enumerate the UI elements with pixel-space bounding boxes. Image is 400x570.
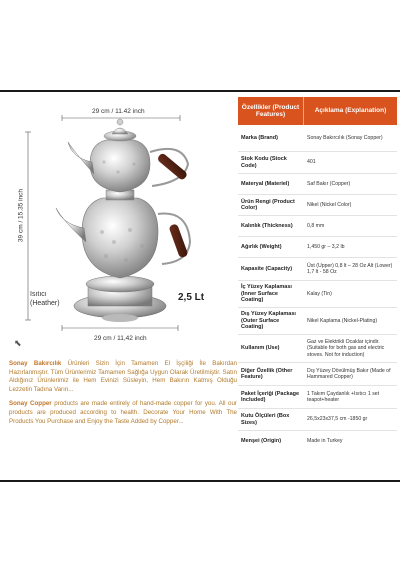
row-value: 26,5x23x37,5 cm -1850 gr: [307, 416, 368, 423]
table-row: [238, 237, 397, 258]
row-key: Kutu Ölçüleri (Box Sizes): [241, 413, 290, 426]
row-key: Kullanım (Use): [241, 345, 280, 352]
height-dimension: 39 cm / 15.35 inch: [17, 188, 25, 243]
row-key: Ağırlık (Weight): [241, 243, 282, 250]
heater-label-tr: Isıtıcı: [30, 291, 47, 298]
product-card: [0, 90, 400, 482]
spec-table: [238, 97, 397, 451]
row-key: Stok Kodu (Stock Code): [241, 156, 287, 169]
row-key: Kalınlık (Thickness): [241, 222, 293, 229]
row-key: Diğer Özellik (Other Feature): [241, 367, 293, 380]
table-row: [238, 308, 397, 335]
row-key: İç Yüzey Kaplaması (Inner Surface Coating): [241, 284, 292, 304]
product-description: [9, 360, 237, 432]
row-key: Dış Yüzey Kaplaması (Outer Surface Coating): [241, 311, 296, 331]
row-value: Gaz ve Elektrikli Ocaklar içindir. (Suitable for both gas and electric stoves. Not for induction): [307, 339, 385, 358]
heater-label: [30, 290, 60, 308]
width-dimension-bottom: 29 cm / 11,42 inch: [94, 335, 147, 342]
table-row: [238, 386, 397, 409]
teapot-image: [2, 92, 238, 354]
spec-table-header: [238, 97, 397, 125]
description-en-text: products are made entirely of hand-made copper for you. All our products are produced according to health. Decorate Your Home With The Products You Purchase and Enjoy the Taste Added by Copper...: [9, 400, 237, 425]
header-features: Özellikler (Product Features): [238, 97, 304, 125]
header-explanation: Açıklama (Explanation): [314, 107, 387, 115]
row-value: 401: [307, 159, 316, 166]
row-value: Nikel (Nickel Color): [307, 201, 352, 208]
row-value: 1,450 gr – 3,2 lb: [307, 243, 345, 250]
description-en: [9, 400, 237, 426]
row-value: 0,8 mm: [307, 222, 325, 229]
table-row: [238, 195, 397, 216]
description-tr-text: Ürünleri Sizin İçin Tamamen El İşçiliği İle Bakırdan Hazırlanmıştır. Tüm Ürünlerimiz Tamamen Sağlığa Uygun Olarak Üretilmiştir. Satın Aldığınız Ürünlerimiz ile Hem Evinizi Süsleyin, Hem Bakırın Katmış Olduğu Lezzetin Tadına Varın...: [9, 360, 237, 393]
table-row: [238, 174, 397, 195]
table-row: [238, 216, 397, 237]
product-illustration: [2, 92, 238, 354]
row-key: Paket İçeriği (Package Included): [241, 390, 300, 403]
description-tr: [9, 360, 237, 394]
row-value: Saf Bakır (Copper): [307, 180, 351, 187]
table-row: [238, 431, 397, 451]
table-row: [238, 409, 397, 431]
table-row: [238, 281, 397, 308]
table-row: [238, 335, 397, 363]
row-key: Kapasite (Capacity): [241, 265, 293, 272]
heater-label-en: (Heather): [30, 300, 60, 307]
row-key: Materyal (Materiel): [241, 180, 290, 187]
capacity-label: 2,5 Lt: [178, 292, 205, 303]
row-value: Kalay (Tin): [307, 290, 332, 297]
row-value: Dış Yüzey Dövülmüş Bakır (Made of Hammared Copper): [307, 367, 391, 380]
table-row: [238, 152, 397, 174]
brand-name-en: Sonay Copper: [9, 400, 52, 408]
row-value: Sonay Bakırcılık (Sonay Copper): [307, 134, 383, 141]
width-dimension-top: 29 cm / 11.42 inch: [92, 108, 145, 115]
row-value: Made in Turkey: [307, 437, 343, 444]
table-row: [238, 258, 397, 281]
table-row: [238, 125, 397, 152]
row-value: 1 Takım Çaydanlık +Isıtıcı 1 set teapot+heater: [307, 390, 380, 403]
row-value: Nikel Kaplama (Nickel-Plating): [307, 317, 378, 324]
row-key: Marka (Brand): [241, 134, 278, 141]
table-row: [238, 363, 397, 386]
row-key: Menşei (Origin): [241, 437, 282, 444]
row-key: Ürün Rengi (Product Color): [241, 198, 295, 211]
row-value: Üst (Upper) 0,8 lt – 28 Oz Alt (Lower) 1,7 lt - 58 Oz: [307, 262, 393, 275]
brand-name-tr: Sonay Bakırcılık: [9, 360, 62, 367]
mouse-cursor-icon: ⬉: [14, 338, 22, 348]
